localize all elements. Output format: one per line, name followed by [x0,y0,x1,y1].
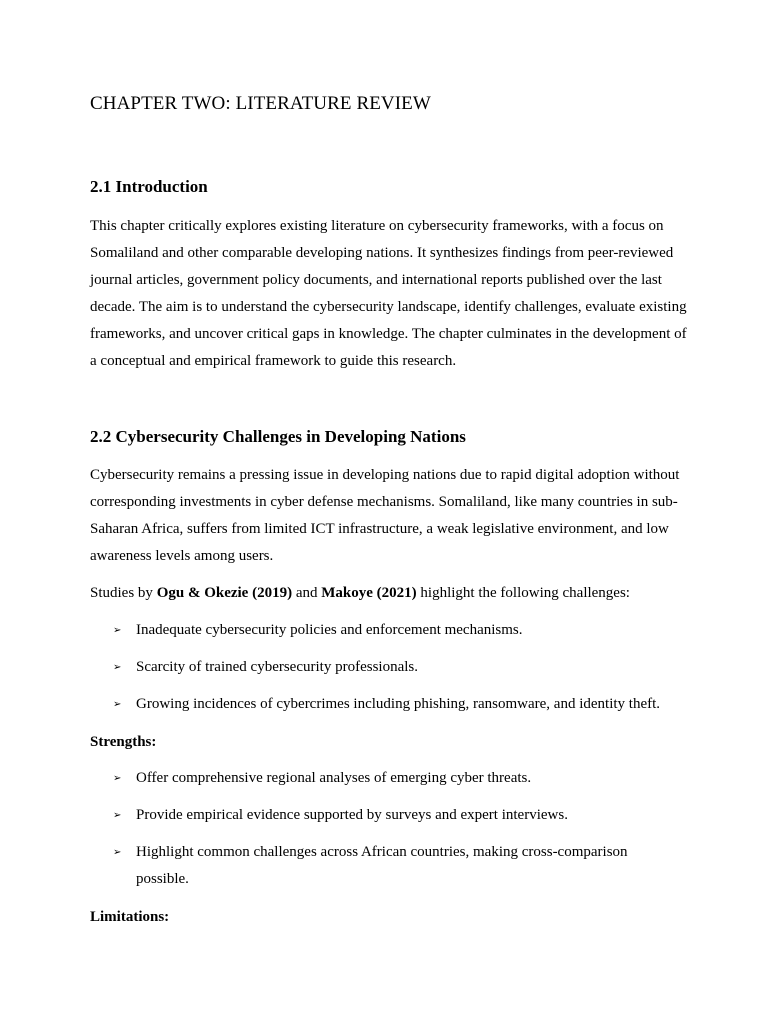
arrow-bullet-icon: ➢ [113,810,122,821]
studies-intro-prefix: Studies by [90,585,157,601]
strength-item: Offer comprehensive regional analyses of emerging cyber threats. [136,770,532,786]
list-item [113,765,673,792]
studies-intro-line [90,580,690,607]
section-heading-introduction: 2.1 Introduction [90,177,208,196]
arrow-bullet-icon: ➢ [113,773,122,784]
introduction-paragraph: This chapter critically explores existing literature on cybersecurity frameworks, with a focus on Somaliland and other comparable developing nations. It synthesizes findings from peer-reviewed journal articles, government policy documents, and international reports published over the last decade. The aim is to understand the cybersecurity landscape, identify challenges, evaluate existing frameworks, and uncover critical gaps in knowledge. The chapter culminates in the development of a conceptual and empirical framework to guide this research. [90,218,687,369]
limitations-label: Limitations: [90,909,170,925]
chapter-title: CHAPTER TWO: LITERATURE REVIEW [90,93,431,114]
list-item [113,839,633,893]
list-item [113,654,673,681]
list-item [113,691,673,718]
list-item [113,802,673,829]
arrow-bullet-icon: ➢ [113,847,122,858]
arrow-bullet-icon: ➢ [113,662,122,673]
challenge-item: Inadequate cybersecurity policies and enforcement mechanisms. [136,622,523,638]
strength-item: Highlight common challenges across African countries, making cross-comparison possible. [136,844,628,887]
studies-intro-suffix: highlight the following challenges: [416,585,630,601]
challenges-paragraph: Cybersecurity remains a pressing issue in developing nations due to rapid digital adoption without corresponding investments in cyber defense mechanisms. Somaliland, like many countries in sub-Saharan Africa, suffers from limited ICT infrastructure, a weak legislative environment, and low awareness levels among users. [90,467,680,564]
challenge-item: Scarcity of trained cybersecurity professionals. [136,659,418,675]
challenge-item: Growing incidences of cybercrimes including phishing, ransomware, and identity theft. [136,696,661,712]
arrow-bullet-icon: ➢ [113,625,122,636]
strengths-label: Strengths: [90,734,157,750]
strength-item: Provide empirical evidence supported by surveys and expert interviews. [136,807,568,823]
studies-intro-middle: and [292,585,322,601]
section-heading-challenges: 2.2 Cybersecurity Challenges in Developing Nations [90,427,466,446]
arrow-bullet-icon: ➢ [113,699,122,710]
citation-ogu-okezie: Ogu & Okezie (2019) [156,585,293,601]
citation-makoye: Makoye (2021) [321,585,417,601]
list-item [113,617,673,644]
